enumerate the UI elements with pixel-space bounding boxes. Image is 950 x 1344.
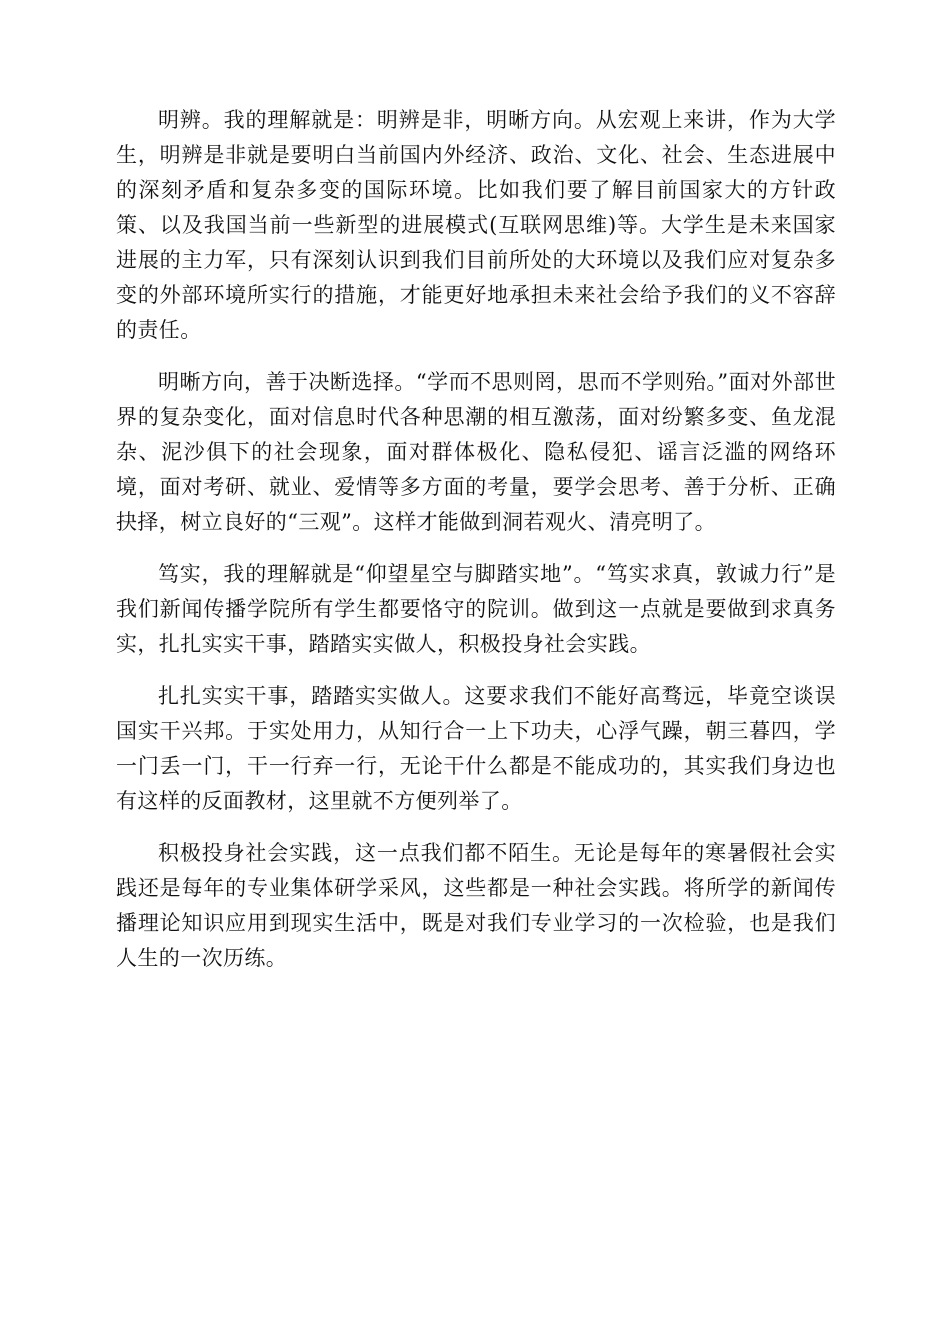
document-body — [116, 103, 836, 976]
paragraph-practical-work: 扎扎实实干事，踏踏实实做人。这要求我们不能好高骛远，毕竟空谈误国实干兴邦。于实处用力，从知行合一上下功夫，心浮气躁，朝三暮四，学一门丢一门，干一行弃一行，无论干什么都是不能成功的，其实我们身边也有这样的反面教材，这里就不方便列举了。 — [116, 684, 836, 813]
paragraph-mingbian: 明辨。我的理解就是：明辨是非，明晰方向。从宏观上来讲，作为大学生，明辨是非就是要明白当前国内外经济、政治、文化、社会、生态进展中的深刻矛盾和复杂多变的国际环境。比如我们要了解目前国家大的方针政策、以及我国当前一些新型的进展模式(互联网思维)等。大学生是未来国家进展的主力军，只有深刻认识到我们目前所处的大环境以及我们应对复杂多变的外部环境所实行的措施，才能更好地承担未来社会给予我们的义不容辞的责任。 — [116, 108, 836, 342]
paragraph-social-practice: 积极投身社会实践，这一点我们都不陌生。无论是每年的寒暑假社会实践还是每年的专业集体研学采风，这些都是一种社会实践。将所学的新闻传播理论知识应用到现实生活中，既是对我们专业学习的一次检验，也是我们人生的一次历练。 — [116, 841, 836, 970]
paragraph-direction: 明晰方向，善于决断选择。“学而不思则罔，思而不学则殆。”面对外部世界的复杂变化，面对信息时代各种思潮的相互激荡，面对纷繁多变、鱼龙混杂、泥沙俱下的社会现象，面对群体极化、隐私侵犯、谣言泛滥的网络环境，面对考研、就业、爱情等多方面的考量，要学会思考、善于分析、正确抉择，树立良好的“三观”。这样才能做到洞若观火、清亮明了。 — [116, 370, 836, 534]
paragraph-dushi: 笃实，我的理解就是“仰望星空与脚踏实地”。“笃实求真，敦诚力行”是我们新闻传播学院所有学生都要恪守的院训。做到这一点就是要做到求真务实，扎扎实实干事，踏踏实实做人，积极投身社会实践。 — [116, 562, 836, 656]
